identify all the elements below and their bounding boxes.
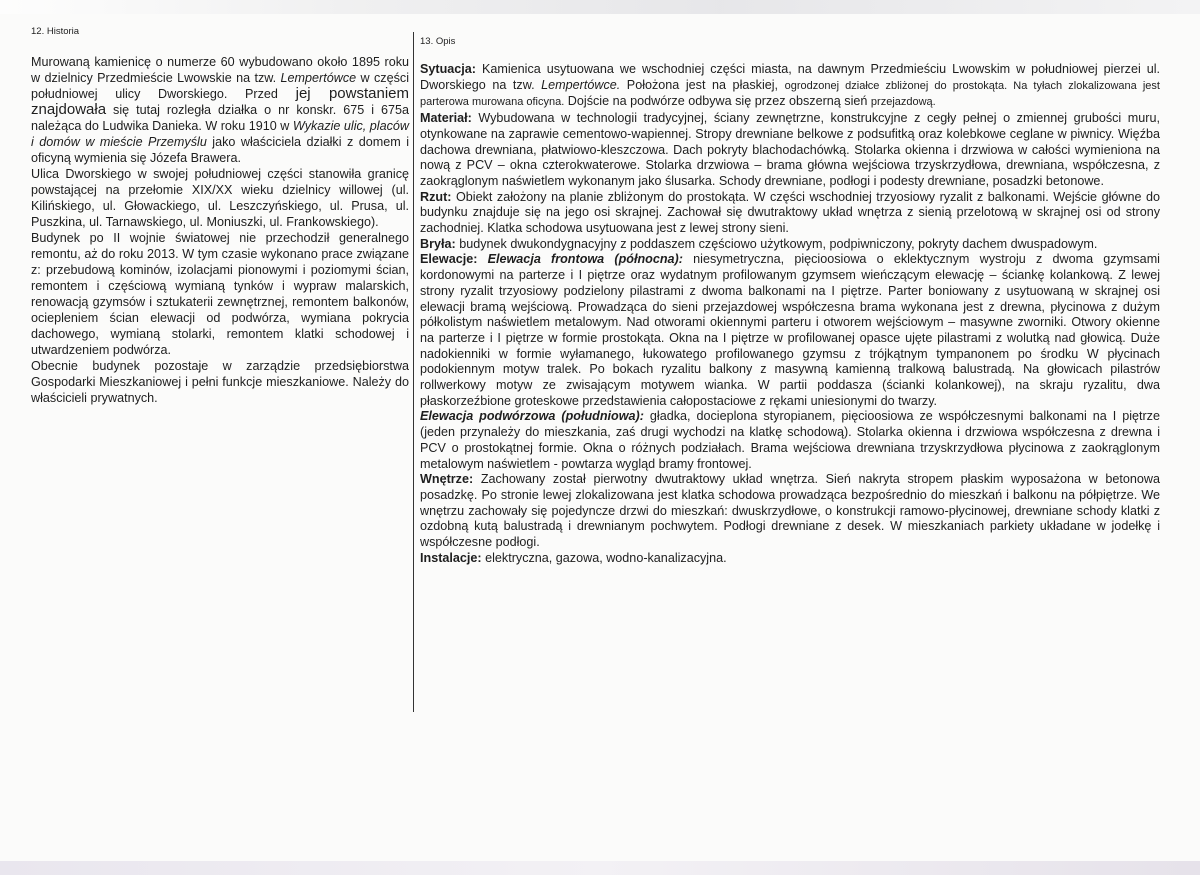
- field-label: Rzut:: [420, 189, 452, 204]
- historia-paragraph-4: Obecnie budynek pozostaje w zarządzie przedsiębiorstwa Gospodarki Mieszkaniowej i pełni funkcje mieszkaniowe. Należy do właścicieli prywatnych.: [31, 359, 409, 405]
- historia-paragraph-2: Ulica Dworskiego w swojej południowej części stanowiła granicę powstającej na przełomie XIX/XX wieku dzielnicy willowej (ul. Kilińskiego, ul. Głowackiego, ul. Leszczyńskiego, ul. Prusa, ul. Puszkina, ul. Tarnawskiego, ul. Moniuszki, ul. Frankowskiego).: [31, 167, 409, 229]
- text-run: Kamienica usytuowana we wschodniej części miasta, na dawnym Przedmieściu Lwowskim w południowej pierzei ul. Dworskiego na tzw.: [420, 62, 1160, 92]
- text-run: gładka, docieplona styropianem, pięcioosiowa ze współczesnymi balkonami na I piętrze (jeden przynależy do mieszkania, zaś drugi wychodzi na klatkę schodową). Stolarka okienna i drzwiowa współczesna z drewna i PCV o prostokątnej formie. Okna o różnych podziałach. Brama wejściowa drewniana trzyskrzydłowa płycinowa z zaokrąglonym metalowym naświetlem - powtarza wygląd bramy frontowej.: [420, 409, 1160, 471]
- field-label: Materiał:: [420, 111, 472, 126]
- text-run: Zachowany został pierwotny dwutraktowy układ wnętrza. Sień nakryta stropem płaskim wyposażona w betonowa posadzkę. Po stronie lewej zlokalizowana jest klatka schodowa prowadząca bezpośrednio do mieszkań i balkonu na półpiętrze. We wnętrzu zachowały się pojedyncze drzwi do mieszkań: dwuskrzydłowe, o konstrukcji ramowo-płycinowej, drewniane schody klatki z ozdobną kutą balustradą i drewnianym pochwytem. Podłogi drewniane z desek. W mieszkaniach parkiety układane w jodełkę i współczesne podłogi.: [420, 472, 1160, 550]
- opis-wnetrze: [420, 472, 1160, 551]
- text-run: Położona jest na płaskiej,: [620, 77, 785, 92]
- scan-edge-top: [0, 0, 1200, 14]
- section-header-historia: 12. Historia: [31, 26, 80, 37]
- opis-material: [420, 111, 1160, 190]
- text-run: Murowaną kamienicę o numerze 60 wybudowano około 1895 roku w dzielnicy Przedmieście Lwowskie na tzw.: [31, 55, 409, 85]
- section-opis: [420, 36, 1160, 567]
- text-run: budynek dwukondygnacyjny z poddaszem częściowo użytkowym, podpiwniczony, pokryty dachem dwuspadowym.: [455, 236, 1098, 251]
- historia-paragraph-3: Budynek po II wojnie światowej nie przechodził generalnego remontu, aż do roku 2013. W tym czasie wykonano prace związane z: przebudową kominów, izolacjami pionowymi i poziomymi ścian, remontem i częściową wymianą tynków i wypraw malarskich, renowacją gzymsów i sztukaterii zewnętrznej, remontem balkonów, ociepleniem ścian elewacji od podwórza, wymiana pokrycia dachowego, wymianą stolarki, remontem klatki schodowej i utwardzeniem podwórza.: [31, 231, 409, 357]
- opis-bryla: [420, 237, 1160, 253]
- section-historia: [31, 26, 409, 406]
- text-run: Obiekt założony na planie zbliżonym do prostokąta. W części wschodniej trzyosiowy ryzalit z balkonami. Wejście główne do budynku znajduje się na jego osi skrajnej. Zachował się dwutraktowy układ wnętrza z sienią przelotową w skrajnej osi od strony zachodniej. Klatka schodowa usytuowana jest z lewej strony sieni.: [420, 189, 1160, 236]
- field-label: Instalacje:: [420, 550, 482, 565]
- text-run: się tutaj rozległa działka o nr konskr. 675 i 675a należąca do Ludwika Danieka. W roku 1910 w: [31, 103, 409, 133]
- column-divider: [413, 32, 414, 712]
- small-run: przejazdową.: [870, 96, 936, 109]
- opis-podworzowa: [420, 409, 1160, 472]
- field-label: Wnętrze:: [420, 472, 474, 487]
- text-run: elektryczna, gazowa, wodno-kanalizacyjna.: [481, 550, 727, 565]
- opis-sytuacja: [420, 62, 1160, 111]
- field-label: Sytuacja:: [420, 62, 476, 76]
- text-run: niesymetryczna, pięcioosiowa o eklektycznym wystroju z dwoma gzymsami kordonowymi na parterze i I piętrze oraz wydatnym profilowanym gzymsem wieńczącym elewację – ściankę kolankową. Z lewej strony ryzalit trzyosiowy podzielony pilastrami z dwoma balkonami na I piętrze. Parter boniowany z usytuowaną w skrajnej osi elewacji bramą wejściową. Prowadząca do sieni przejazdowej współczesna brama wykonana jest z drewna, płycinowa z dużym półkolistym naświetlem metalowym. Nad otworami okiennymi parteru i otworem wejściowym – masywne zworniki. Otwory okienne na parterze i I piętrze w formie prostokąta. Okna na I piętrze w profilowanej opasce ujęte pilastrami z wolutką nad głowicą. Duże nadokienniki w formie wyłamanego, łukowatego profilowanego gzymsu z trójkątnym tympanonem po środku W płycinach podokiennym motyw tralek. Po bokach ryzalitu balkony z masywną kamienną tralkową balustradą. Na głowicach pilastrów rollwerkowy motyw ze zwisającym motywem wianka. W partii poddasza (ścianki kolankowej), na skraju ryzalitu, dwa płaskorzeźbione groteskowe przedstawienia całopostaciowe z rękami uniesionymi do twarzy.: [420, 252, 1160, 408]
- field-label: Elewacje:: [420, 252, 478, 267]
- text-run: w części południowej ulicy Dworskiego. Przed: [31, 71, 409, 101]
- italic-run: Wykazie ulic, placów i domów w mieście Przemyślu: [31, 119, 410, 149]
- small-run: ogrodzonej działce zbliżonej do prostokąta. Na tyłach zlokalizowana jest parterowa murowana oficyna.: [420, 79, 1160, 109]
- enlarged-run: jej powstaniem znajdowała: [31, 85, 409, 118]
- text-run: Dojście na podwórze odbywa się przez obszerną sień: [564, 94, 871, 109]
- field-sublabel: Elewacja frontowa (północna):: [477, 252, 683, 267]
- scan-edge-bottom: [0, 861, 1200, 875]
- field-sublabel: Elewacja podwórzowa (południowa):: [420, 409, 644, 424]
- opis-elewacje: [420, 252, 1160, 409]
- text-run: Wybudowana w technologii tradycyjnej, ściany zewnętrzne, konstrukcyjne z cegły pełnej o zmiennej grubości muru, otynkowane na zaprawie cementowo-wapiennej. Stropy drewniane belkowe z podsufitką oraz kolebkowe ceglane w piwnicy. Więźba dachowa drewniana, płatwiowo-kleszczowa. Dach pokryty blachodachówką. Stolarka okienna i drzwiowa w całości wymieniona na nową z PCV – okna czterokwaterowe. Stolarka drzwiowa – brama główna wejściowa trzyskrzydłowa, drewniana, współczesna, z zaokrąglonym naświetlem wykonanym jako ślusarka. Schody drewniane, podłogi i podesty drewniane, posadzki betonowe.: [420, 111, 1160, 188]
- historia-paragraph-1: [31, 54, 409, 166]
- italic-run: Lempertówce: [280, 71, 357, 85]
- opis-instalacje: [420, 551, 1160, 567]
- italic-run: Lempertówce.: [541, 77, 621, 92]
- text-run: jako właściciela działki z domem i oficyną wymienia się Józefa Brawera.: [31, 135, 409, 165]
- opis-rzut: [420, 190, 1160, 237]
- section-header-opis: 13. Opis: [420, 36, 456, 47]
- field-label: Bryła:: [420, 236, 456, 251]
